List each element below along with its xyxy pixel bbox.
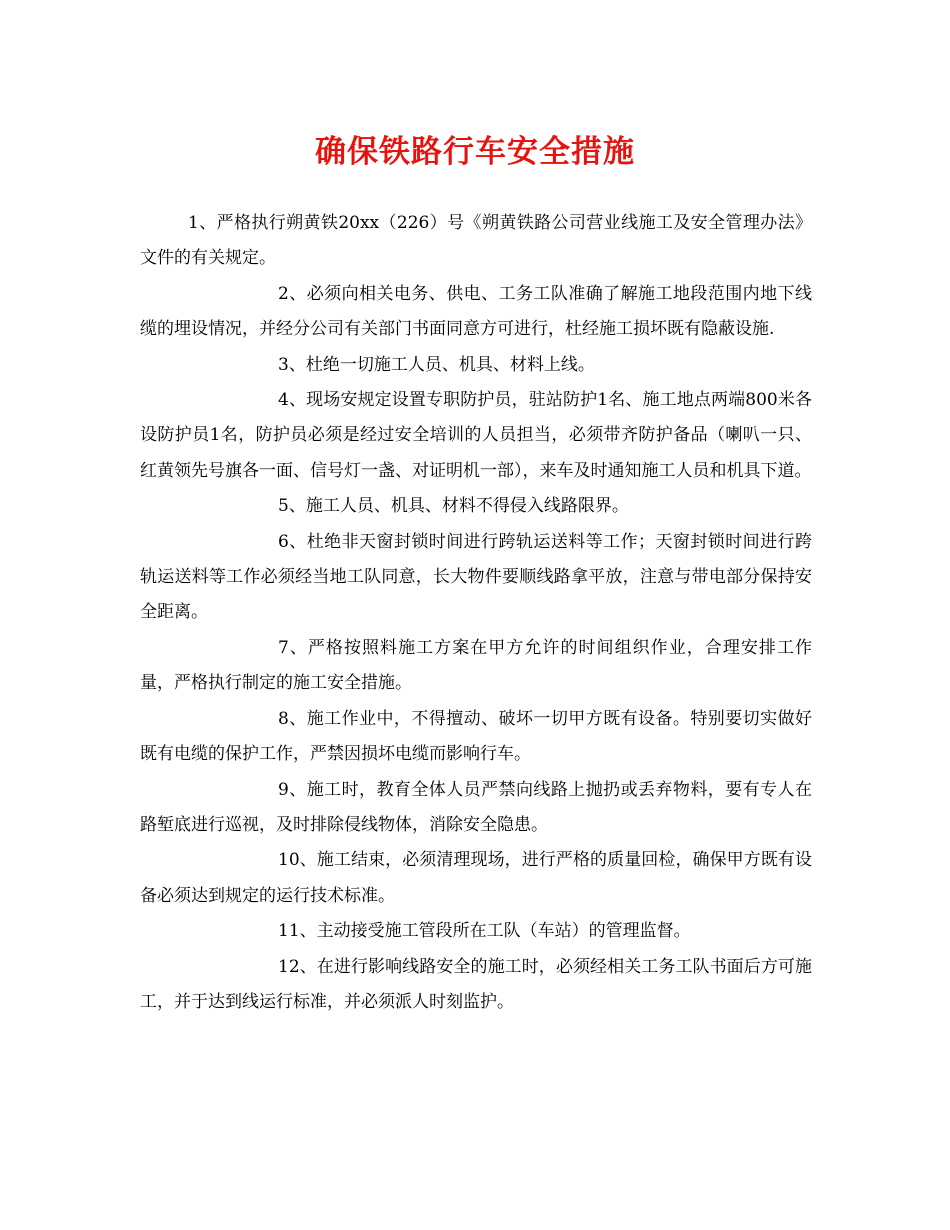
paragraph-4: 4、现场安规定设置专职防护员，驻站防护1名、施工地点两端800米各设防护员1名，防护员必须是经过安全培训的人员担当，必须带齐防护备品（喇叭一只、红黄领先号旗各一面、信号灯一盏、对证明机一部），来车及时通知施工人员和机具下道。 (140, 390, 812, 481)
document-body (140, 206, 812, 1020)
paragraph-2: 2、必须向相关电务、供电、工务工队准确了解施工地段范围内地下线缆的埋设情况，并经分公司有关部门书面同意方可进行，杜经施工损坏既有隐蔽设施. (140, 283, 812, 340)
paragraph-5: 5、施工人员、机具、材料不得侵入线路限界。 (278, 496, 629, 517)
paragraph-3: 3、杜绝一切施工人员、机具、材料上线。 (278, 354, 595, 375)
document-title: 确保铁路行车安全措施 (315, 134, 635, 170)
paragraph-6: 6、杜绝非天窗封锁时间进行跨轨运送料等工作；天窗封锁时间进行跨轨运送料等工作必须经当地工队同意，长大物件要顺线路拿平放，注意与带电部分保持安全距离。 (140, 531, 812, 623)
paragraph-7: 7、严格按照料施工方案在甲方允许的时间组织作业，合理安排工作量，严格执行制定的施工安全措施。 (140, 637, 812, 694)
paragraph-9: 9、施工时，教育全体人员严禁向线路上抛扔或丢弃物料，要有专人在路堑底进行巡视，及时排除侵线物体，消除安全隐患。 (140, 779, 812, 835)
paragraph-10: 10、施工结束，必须清理现场，进行严格的质量回检，确保甲方既有设备必须达到规定的运行技术标准。 (140, 850, 812, 906)
paragraph-11: 11、主动接受施工管段所在工队（车站）的管理监督。 (278, 921, 691, 942)
paragraph-1: 1、严格执行朔黄铁20xx（226）号《朔黄铁路公司营业线施工及安全管理办法》文件的有关规定。 (140, 213, 812, 269)
paragraph-8: 8、施工作业中，不得擅动、破坏一切甲方既有设备。特别要切实做好既有电缆的保护工作，严禁因损坏电缆而影响行车。 (140, 708, 812, 765)
paragraph-12: 12、在进行影响线路安全的施工时，必须经相关工务工队书面后方可施工，并于达到线运行标准，并必须派人时刻监护。 (140, 956, 812, 1012)
